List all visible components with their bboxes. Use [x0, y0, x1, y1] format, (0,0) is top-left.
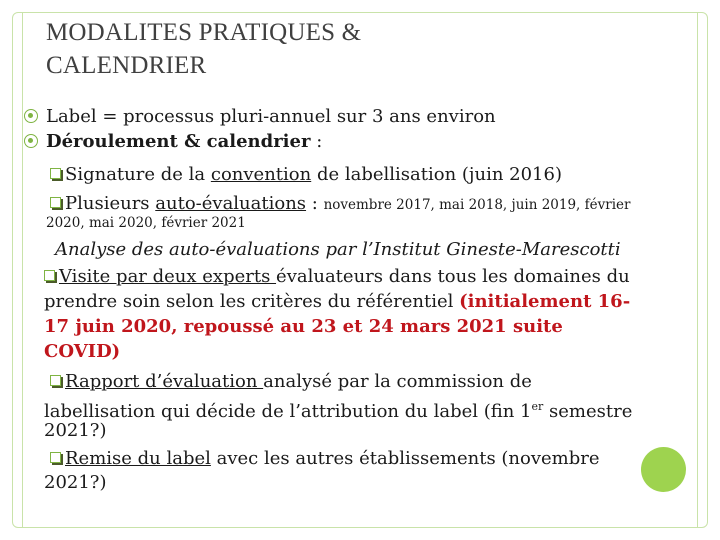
- visit-line-3: 17 juin 2020, repoussé au 23 et 24 mars 2021 suite: [44, 316, 563, 337]
- title-line-1: MODALITES PRATIQUES &: [46, 19, 362, 46]
- visit-line-4: COVID): [44, 341, 121, 362]
- bullet-icon: [24, 134, 38, 148]
- checkbox-bullet-icon: [50, 168, 61, 179]
- item-remise: Remise du label avec les autres établissements (novembre: [50, 446, 600, 471]
- right-border-line: [697, 12, 698, 528]
- checkbox-bullet-icon: [50, 375, 61, 386]
- visit-line-2: prendre soin selon les critères du référentiel (initialement 16-: [44, 291, 631, 312]
- item-auto-evaluations: Plusieurs auto-évaluations : novembre 2017, mai 2018, juin 2019, février: [50, 191, 630, 218]
- decorative-green-circle: [641, 447, 686, 492]
- bullet-label-process: Label = processus pluri-annuel sur 3 ans environ: [46, 106, 496, 127]
- item-signature: Signature de la convention de labellisation (juin 2016): [50, 162, 562, 187]
- report-line-2: labellisation qui décide de l’attribution du label (fin 1er semestre: [44, 400, 633, 422]
- checkbox-bullet-icon: [50, 197, 61, 208]
- remise-line-2: 2021?): [44, 472, 107, 493]
- auto-evaluations-dates-cont: 2020, mai 2020, février 2021: [46, 215, 246, 231]
- bullet-icon: [24, 109, 38, 123]
- checkbox-bullet-icon: [50, 452, 61, 463]
- left-border-line: [22, 12, 23, 528]
- item-report: Rapport d’évaluation analysé par la commission de: [50, 369, 532, 394]
- item-visit: Visite par deux experts évaluateurs dans tous les domaines du: [44, 264, 630, 289]
- report-line-3: 2021?): [44, 420, 107, 441]
- bullet-calendar: Déroulement & calendrier :: [46, 131, 323, 152]
- title-line-2: CALENDRIER: [46, 52, 207, 79]
- slide-title: [46, 16, 646, 82]
- analysis-line: Analyse des auto-évaluations par l’Institut Gineste-Marescotti: [55, 239, 621, 260]
- checkbox-bullet-icon: [44, 270, 55, 281]
- calendar-heading: Déroulement & calendrier: [46, 131, 311, 152]
